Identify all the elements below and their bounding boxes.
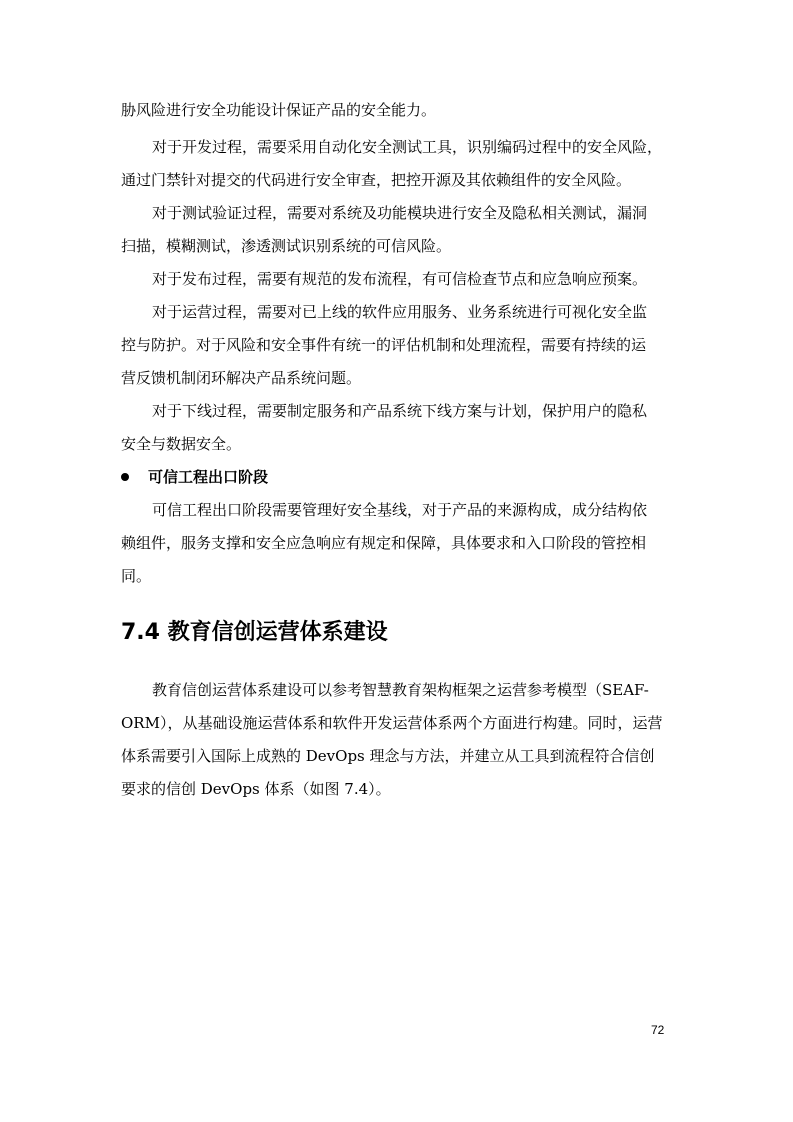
paragraph-line: 可信工程出口阶段需要管理好安全基线，对于产品的来源构成，成分结构依	[152, 501, 648, 519]
paragraph-line: 安全与数据安全。	[121, 435, 242, 453]
paragraph-line: 扫描，模糊测试，渗透测试识别系统的可信风险。	[121, 237, 452, 255]
paragraph-line: 对于运营过程，需要对已上线的软件应用服务、业务系统进行可视化安全监	[152, 303, 648, 321]
paragraph-line: 对于开发过程，需要采用自动化安全测试工具，识别编码过程中的安全风险，	[152, 138, 663, 156]
paragraph-line: 对于发布过程，需要有规范的发布流程，有可信检查节点和应急响应预案。	[152, 270, 648, 288]
paragraph-line: ORM），从基础设施运营体系和软件开发运营体系两个方面进行构建。同时，运营	[121, 714, 663, 732]
paragraph-line: 赖组件，服务支撑和安全应急响应有规定和保障，具体要求和入口阶段的管控相	[121, 534, 647, 552]
paragraph-line: 胁风险进行安全功能设计保证产品的安全能力。	[121, 101, 437, 119]
bullet-dot-icon	[121, 473, 129, 481]
paragraph-line: 要求的信创 DevOps 体系（如图 7.4）。	[121, 780, 391, 798]
paragraph-line: 通过门禁针对提交的代码进行安全审查，把控开源及其依赖组件的安全风险。	[121, 171, 632, 189]
section-heading: 7.4 教育信创运营体系建设	[121, 620, 388, 645]
paragraph-line: 同。	[121, 567, 152, 585]
paragraph-line: 对于测试验证过程，需要对系统及功能模块进行安全及隐私相关测试，漏洞	[152, 204, 648, 222]
page-number: 72	[651, 1023, 665, 1037]
bullet-item	[121, 467, 677, 487]
paragraph-line: 控与防护。对于风险和安全事件有统一的评估机制和处理流程，需要有持续的运	[121, 336, 647, 354]
paragraph-line: 教育信创运营体系建设可以参考智慧教育架构框架之运营参考模型（SEAF-	[152, 681, 649, 699]
paragraph-line: 对于下线过程，需要制定服务和产品系统下线方案与计划，保护用户的隐私	[152, 402, 648, 420]
paragraph-line: 营反馈机制闭环解决产品系统问题。	[121, 369, 362, 387]
paragraph-line: 体系需要引入国际上成熟的 DevOps 理念与方法，并建立从工具到流程符合信创	[121, 747, 655, 765]
bullet-label: 可信工程出口阶段	[148, 468, 269, 486]
